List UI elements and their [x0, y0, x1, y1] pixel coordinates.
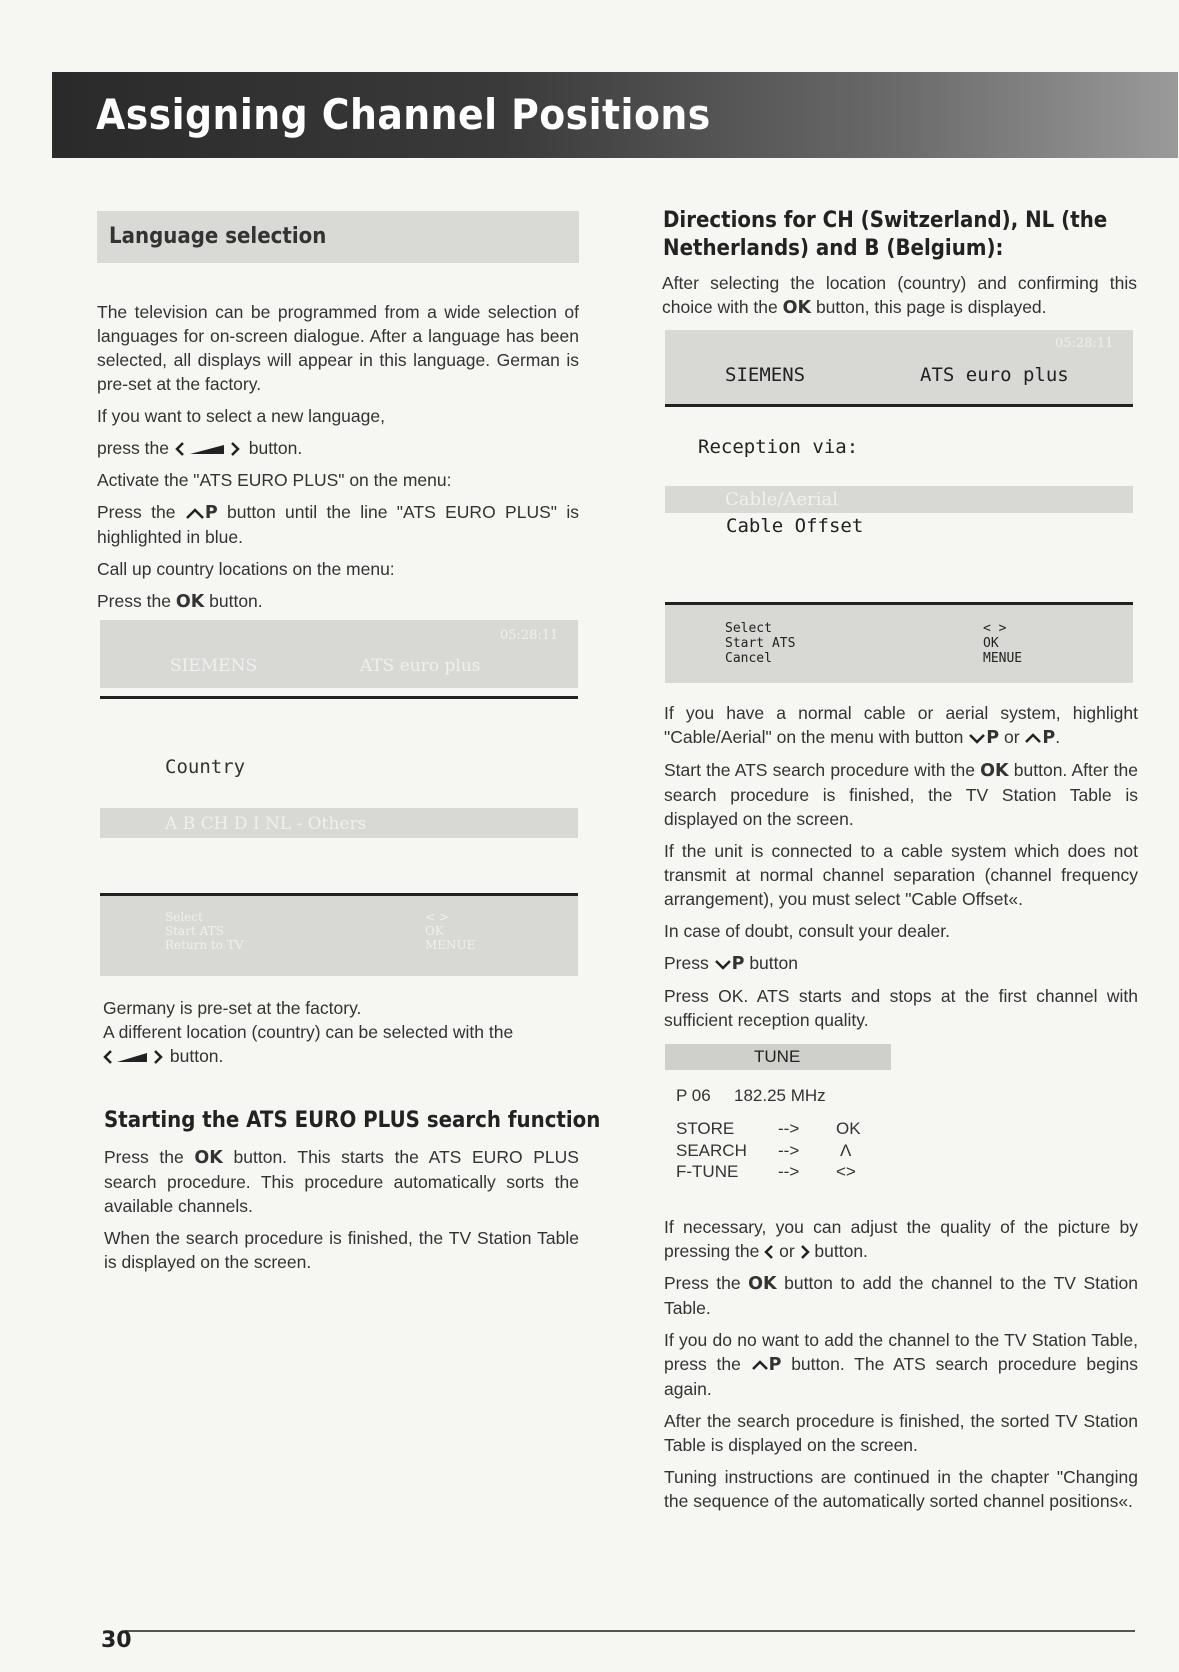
screen2-program: ATS euro plus [920, 364, 1069, 386]
text: button until the line "ATS EURO PLUS" is highlighted in blue. [97, 502, 579, 547]
text: Press the [97, 591, 171, 611]
press-left-right-paragraph [97, 436, 579, 460]
up-arrow-icon [751, 1359, 769, 1371]
press-ok-search-paragraph [104, 1145, 579, 1218]
text: If necessary, you can adjust the quality of the picture by pressing the [664, 1217, 1138, 1261]
screen1-program: ATS euro plus [360, 656, 481, 676]
menu-item: Return to TV [165, 938, 244, 952]
call-up-paragraph: Call up country locations on the menu: [97, 559, 395, 579]
tune-row-arrow: --> [778, 1162, 800, 1181]
doubt-paragraph: In case of doubt, consult your dealer. [664, 921, 951, 941]
screen2-menu [665, 605, 1133, 683]
screen1-menu [100, 896, 578, 976]
ok-key-label: OK [782, 298, 812, 318]
heading-directions [663, 207, 1131, 263]
tune-row-label: F-TUNE [676, 1162, 739, 1181]
text: button. This starts the ATS EURO PLUS search procedure. This procedure automatically sorts the available channels. [104, 1147, 579, 1216]
press-ok-paragraph [97, 589, 579, 614]
tune-row-label: SEARCH [676, 1141, 747, 1160]
ok-key-label: OK [748, 1274, 777, 1294]
country-label: Country [165, 756, 246, 778]
screen1-menu-left [165, 910, 244, 952]
after-selecting-paragraph [662, 271, 1137, 320]
screen1-menu-right [425, 910, 475, 952]
screen2-header [665, 330, 1133, 404]
menu-item: Select [165, 910, 203, 924]
tune-row-label: STORE [676, 1119, 735, 1138]
dont-add-paragraph [664, 1328, 1138, 1401]
heading-starting-search: Starting the ATS EURO PLUS search function [104, 1108, 601, 1133]
right-text-block-2 [664, 701, 1138, 1040]
text: or [1003, 727, 1020, 747]
down-arrow-icon [714, 958, 732, 970]
sorted-table-paragraph: After the search procedure is finished, the sorted TV Station Table is displayed on the screen. [664, 1411, 1138, 1455]
section-title-language: Language selection [109, 224, 327, 249]
down-arrow-icon [968, 732, 986, 744]
different-location-paragraph [103, 1020, 579, 1068]
tune-frequency: 182.25 MHz [734, 1086, 826, 1105]
intro-paragraph: The television can be programmed from a wide selection of languages for on-screen dialogue. After a language has been selected, all displays will appear in this language. German is pre-set at the factory. [97, 302, 579, 394]
p-key-label: P [204, 503, 218, 523]
tune-row-arrow: --> [778, 1141, 800, 1160]
menu-key: OK [425, 924, 444, 938]
screen2-menu-left [725, 621, 795, 666]
text: or [779, 1241, 795, 1261]
text: After selecting the location (country) and confirming this choice with the [662, 273, 1137, 317]
left-text-block-1 [97, 300, 579, 622]
p-key-label: P [986, 728, 1000, 748]
new-language-paragraph: If you want to select a new language, [97, 406, 385, 426]
tune-title: TUNE [754, 1047, 801, 1066]
footer-rule [125, 1630, 1135, 1632]
menu-item: Start ATS [165, 924, 224, 938]
text: button. The ATS search procedure begins again. [664, 1354, 1138, 1399]
page-title: Assigning Channel Positions [96, 90, 711, 139]
menu-item: Start ATS [725, 636, 796, 651]
text: Press [664, 953, 709, 973]
screen2-menu-right [983, 621, 1022, 666]
page-number: 30 [101, 1628, 132, 1653]
cable-offset-paragraph: If the unit is connected to a cable system which does not transmit at normal channel separation (channel frequency arrangement), you must select "Cable Offset«. [664, 841, 1138, 909]
menu-item: Select [725, 621, 772, 636]
screen1-header [100, 620, 578, 688]
text: button [749, 953, 798, 973]
cable-aerial-option: Cable/Aerial [725, 489, 839, 510]
left-text-block-2 [103, 996, 579, 1076]
country-options: A B CH D I NL - Others [165, 814, 367, 834]
add-channel-paragraph [664, 1271, 1138, 1320]
text: button. [209, 591, 263, 611]
text: Press the [664, 1273, 741, 1293]
screen1-time: 05:28:11 [500, 628, 559, 643]
section-header-language [97, 211, 579, 263]
reception-label: Reception via: [698, 436, 859, 458]
text: Directions for CH (Switzerland), NL (the Netherlands) and B (Belgium): [663, 208, 1108, 261]
page-banner [52, 72, 1178, 158]
ok-key-label: OK [980, 761, 1009, 781]
normal-cable-paragraph: If you have a normal cable or aerial system, highlight "Cable/Aerial" on the menu with button P or P. [664, 703, 1138, 748]
left-right-button-icon [174, 441, 244, 457]
text: button to add the channel to the TV Station Table. [664, 1273, 1138, 1318]
text: If you do no want to add the channel to the TV Station Table, press the [664, 1330, 1138, 1374]
screen2-time: 05:28:11 [1055, 336, 1114, 351]
tune-row-key: Λ [840, 1141, 852, 1160]
text: button. [248, 438, 303, 458]
right-text-block-3 [664, 1215, 1138, 1521]
p-key-label: P [1042, 728, 1056, 748]
ok-key-label: OK [194, 1148, 223, 1168]
left-right-button-icon [103, 1049, 165, 1065]
country-options-bar [100, 808, 578, 838]
up-arrow-icon [1024, 732, 1042, 744]
tune-row-key: <> [836, 1162, 856, 1181]
divider [665, 404, 1133, 407]
tune-program: P 06 [676, 1086, 711, 1105]
when-finished-paragraph: When the search procedure is finished, the TV Station Table is displayed on the screen. [104, 1228, 579, 1272]
menu-key: < > [983, 621, 1007, 636]
press-down-paragraph [664, 951, 1138, 976]
tuning-continued-paragraph: Tuning instructions are continued in the chapter "Changing the sequence of the automatically sorted channel positions«. [664, 1467, 1138, 1511]
press-up-paragraph [97, 500, 579, 549]
tune-row-key: OK [836, 1119, 861, 1138]
tune-header [665, 1044, 891, 1070]
text: Press the [104, 1147, 184, 1167]
reception-option-highlight [665, 486, 1133, 513]
germany-paragraph: Germany is pre-set at the factory. [103, 998, 362, 1018]
divider [100, 696, 578, 699]
ok-key-label: OK [175, 592, 205, 612]
tune-row-arrow: --> [778, 1119, 800, 1138]
text: Start the ATS search procedure with the [664, 760, 975, 780]
press-ok-ats-paragraph: Press OK. ATS starts and stops at the first channel with sufficient reception quality. [664, 986, 1138, 1030]
right-chevron-icon [800, 1245, 810, 1259]
menu-item: Cancel [725, 651, 772, 666]
p-key-label: P [731, 954, 745, 974]
text: Press the [97, 502, 176, 522]
menu-key: OK [983, 636, 999, 651]
text: If you have a normal cable or aerial system, highlight "Cable/Aerial" on the menu with button [664, 703, 1138, 747]
text: press the [97, 438, 169, 458]
up-arrow-icon [185, 506, 205, 520]
text: button. After the search procedure is finished, the TV Station Table is displayed on the screen. [664, 760, 1138, 829]
activate-paragraph: Activate the "ATS EURO PLUS" on the menu: [97, 470, 452, 490]
text: button, this page is displayed. [815, 297, 1047, 317]
text: A different location (country) can be selected with the [103, 1022, 514, 1042]
left-chevron-icon [764, 1245, 774, 1259]
screen2-brand: SIEMENS [725, 364, 806, 386]
text: button. [169, 1046, 224, 1066]
right-text-block-1 [662, 271, 1137, 328]
p-key-label: P [768, 1355, 782, 1375]
menu-key: MENUE [425, 938, 476, 952]
left-text-block-3 [104, 1145, 579, 1282]
adjust-quality-paragraph [664, 1215, 1138, 1263]
screen1-brand: SIEMENS [170, 656, 258, 676]
menu-key: MENUE [983, 651, 1023, 666]
text: button. [814, 1241, 868, 1261]
menu-key: < > [425, 910, 449, 924]
start-ats-paragraph [664, 758, 1138, 831]
cable-offset-option: Cable Offset [726, 515, 864, 537]
